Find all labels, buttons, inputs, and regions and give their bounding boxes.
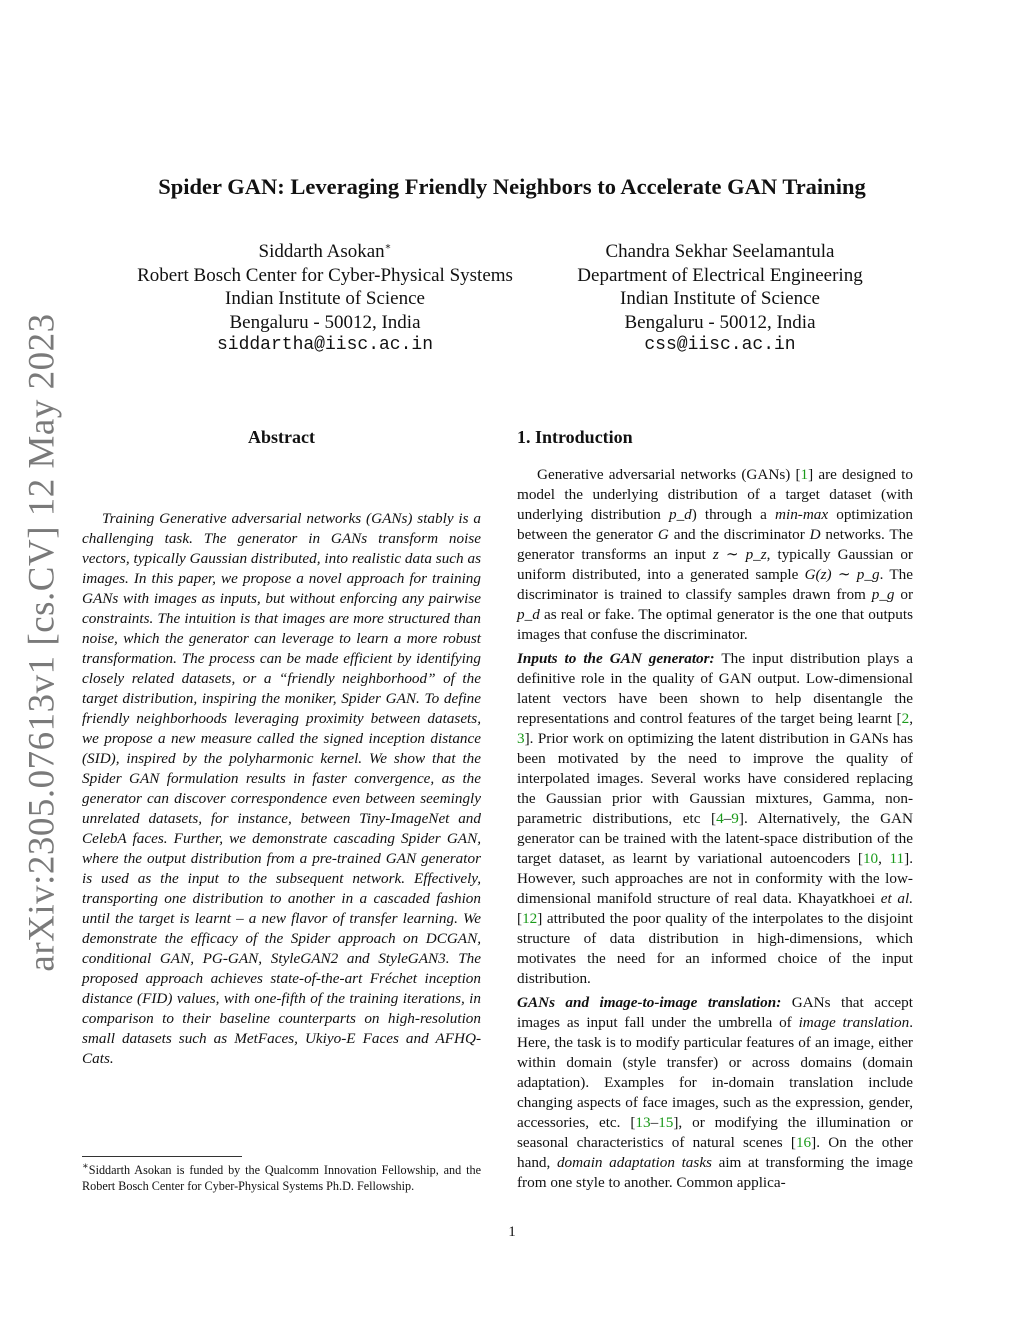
author-affiliation: Robert Bosch Center for Cyber-Physical Systems bbox=[137, 264, 513, 286]
paper-title: Spider GAN: Leveraging Friendly Neighbors to Accelerate GAN Training bbox=[158, 174, 866, 199]
math-z-sim-pz: z ∼ p_z bbox=[712, 546, 767, 563]
author-block-1 bbox=[105, 240, 545, 358]
author-location: Bengaluru - 50012, India bbox=[229, 311, 421, 333]
citation-link[interactable]: 10 bbox=[862, 850, 879, 867]
author-email[interactable]: css@iisc.ac.in bbox=[644, 335, 796, 355]
right-column bbox=[517, 425, 913, 1197]
footnote bbox=[82, 1162, 481, 1194]
citation-link[interactable]: 1 bbox=[800, 466, 809, 483]
left-column bbox=[82, 425, 481, 1069]
intro-paragraph-3: GANs and image-to-image translation: GANs that accept images as input fall under the umbrella of image translation. Here, the task is to modify particular features of an image, either within domain (style transfer) or across domains (domain adaptation). Examples for in-domain translation include changing aspects of face images, such as the expression, gender, accessories, etc. [13–15], or modifying the illumination or seasonal characteristics of natural scenes [16]. On the other hand, domain adaptation tasks aim at transforming the image from one style to another. Common applica- bbox=[517, 994, 913, 1191]
paragraph-heading: GANs and image-to-image translation: bbox=[517, 994, 782, 1011]
math-pd: p_d bbox=[517, 606, 540, 623]
math-gz-sim-pg: G(z) ∼ p_g bbox=[804, 566, 880, 583]
math-pd: p_d bbox=[668, 506, 692, 523]
math-g: G bbox=[657, 526, 669, 543]
page-number: 1 bbox=[508, 1224, 516, 1240]
author-name: Chandra Sekhar Seelamantula bbox=[605, 241, 835, 262]
citation-link[interactable]: 3 bbox=[517, 730, 525, 747]
arxiv-stamp-container bbox=[6, 312, 78, 972]
arxiv-stamp[interactable]: arXiv:2305.07613v1 [cs.CV] 12 May 2023 bbox=[21, 312, 63, 972]
footnote-rule bbox=[82, 1156, 242, 1157]
footnote-text: Siddarth Asokan is funded by the Qualcomm Innovation Fellowship, and the Robert Bosch Center for Cyber-Physical Systems Ph.D. Fellowship. bbox=[82, 1163, 481, 1193]
citation-link[interactable]: 16 bbox=[795, 1134, 812, 1151]
citation-link[interactable]: 2 bbox=[901, 710, 910, 727]
author-email[interactable]: siddartha@iisc.ac.in bbox=[216, 335, 434, 355]
intro-paragraph-2: Inputs to the GAN generator: The input distribution plays a definitive role in the quality of GAN output. Low-dimensional latent vectors have been shown to help disentangle the representations and control features of the target being learnt [2, 3]. Prior work on optimizing the latent distribution in GANs has been motivated by the need to improve the quality of interpolated images. Several works have considered replacing the Gaussian prior with Gaussian mixtures, Gamma, non-parametric distributions, etc [4–9]. Alternatively, the GAN generator can be trained with the latent-space distribution of the target dataset, as learnt by variational autoencoders [10, 11]. However, such approaches are not in conformity with the low-dimensional manifold structure of real data. Khayatkhoei et al. [12] attributed the poor quality of the interpolates to the disjoint structure of data distribution in high-dimensions, which motivates the need for an informed choice of the input distribution. bbox=[517, 650, 913, 987]
author-affiliation: Department of Electrical Engineering bbox=[577, 264, 863, 286]
author-name-line bbox=[105, 240, 545, 264]
abstract-text: Training Generative adversarial networks (GANs) stably is a challenging task. The generator in GANs transform noise vectors, typically Gaussian distributed, into realistic data such as images. In this paper, we propose a novel approach for training GANs with images as inputs, but without enforcing any pairwise constraints. The intuition is that images are more structured than noise, which the generator can leverage to learn a more robust transformation. The process can be made efficient by identifying closely related datasets, or a “friendly neighborhood” of the target distribution, inspiring the moniker, Spider GAN. To define friendly neighborhoods leveraging proximity between datasets, we propose a new measure called the signed inception distance (SID), inspired by the polyharmonic kernel. We show that the Spider GAN formulation results in faster convergence, as the generator can discover correspondence even between seemingly unrelated datasets, for instance, between Tiny-ImageNet and CelebA faces. Further, we demonstrate cascading Spider GAN, where the output distribution from a pre-trained GAN generator is used as the input to the subsequent network. Effectively, transporting one distribution to another in a cascaded fashion until the target is learnt – a new flavor of transfer learning. We demonstrate the efficacy of the Spider approach on DCGAN, conditional GAN, PG-GAN, StyleGAN2 and StyleGAN3. The proposed approach achieves state-of-the-art Fréchet inception distance (FID) values, with one-fifth of the training iterations, in comparison to their baseline counterparts on high-resolution small datasets such as MetFaces, Ukiyo-E Faces and AFHQ-Cats. bbox=[82, 510, 481, 1067]
intro-paragraph-1: Generative adversarial networks (GANs) [1] are designed to model the underlying distribution of a target dataset (with underlying distribution p_d) through a min-max optimization between the generator G and the discriminator D networks. The generator transforms an input z ∼ p_z, typically Gaussian or uniform distributed, into a generated sample G(z) ∼ p_g. The discriminator is trained to classify samples drawn from p_g or p_d as real or fake. The optimal generator is the one that outputs images that confuse the discriminator. bbox=[517, 466, 914, 643]
citation-link[interactable]: 12 bbox=[522, 910, 538, 927]
author-location: Bengaluru - 50012, India bbox=[624, 311, 816, 333]
author-name: Siddarth Asokan bbox=[258, 241, 385, 262]
abstract-heading: Abstract bbox=[248, 427, 315, 447]
section-heading-introduction: 1. Introduction bbox=[517, 427, 633, 447]
citation-link[interactable]: 13 bbox=[635, 1114, 651, 1131]
author-institute: Indian Institute of Science bbox=[225, 288, 425, 309]
math-d: D bbox=[809, 526, 821, 543]
citation-link[interactable]: 15 bbox=[658, 1114, 674, 1131]
author-footnote-marker: ∗ bbox=[384, 241, 392, 253]
citation-link[interactable]: 11 bbox=[889, 850, 905, 867]
author-block-2 bbox=[540, 240, 900, 358]
citation-link[interactable]: 4 bbox=[716, 810, 724, 827]
citation-link[interactable]: 9 bbox=[731, 810, 739, 827]
author-institute: Indian Institute of Science bbox=[620, 288, 820, 309]
footnote-marker: ∗ bbox=[82, 1160, 89, 1172]
math-pg: p_g bbox=[871, 586, 895, 603]
paragraph-heading: Inputs to the GAN generator: bbox=[517, 650, 715, 667]
